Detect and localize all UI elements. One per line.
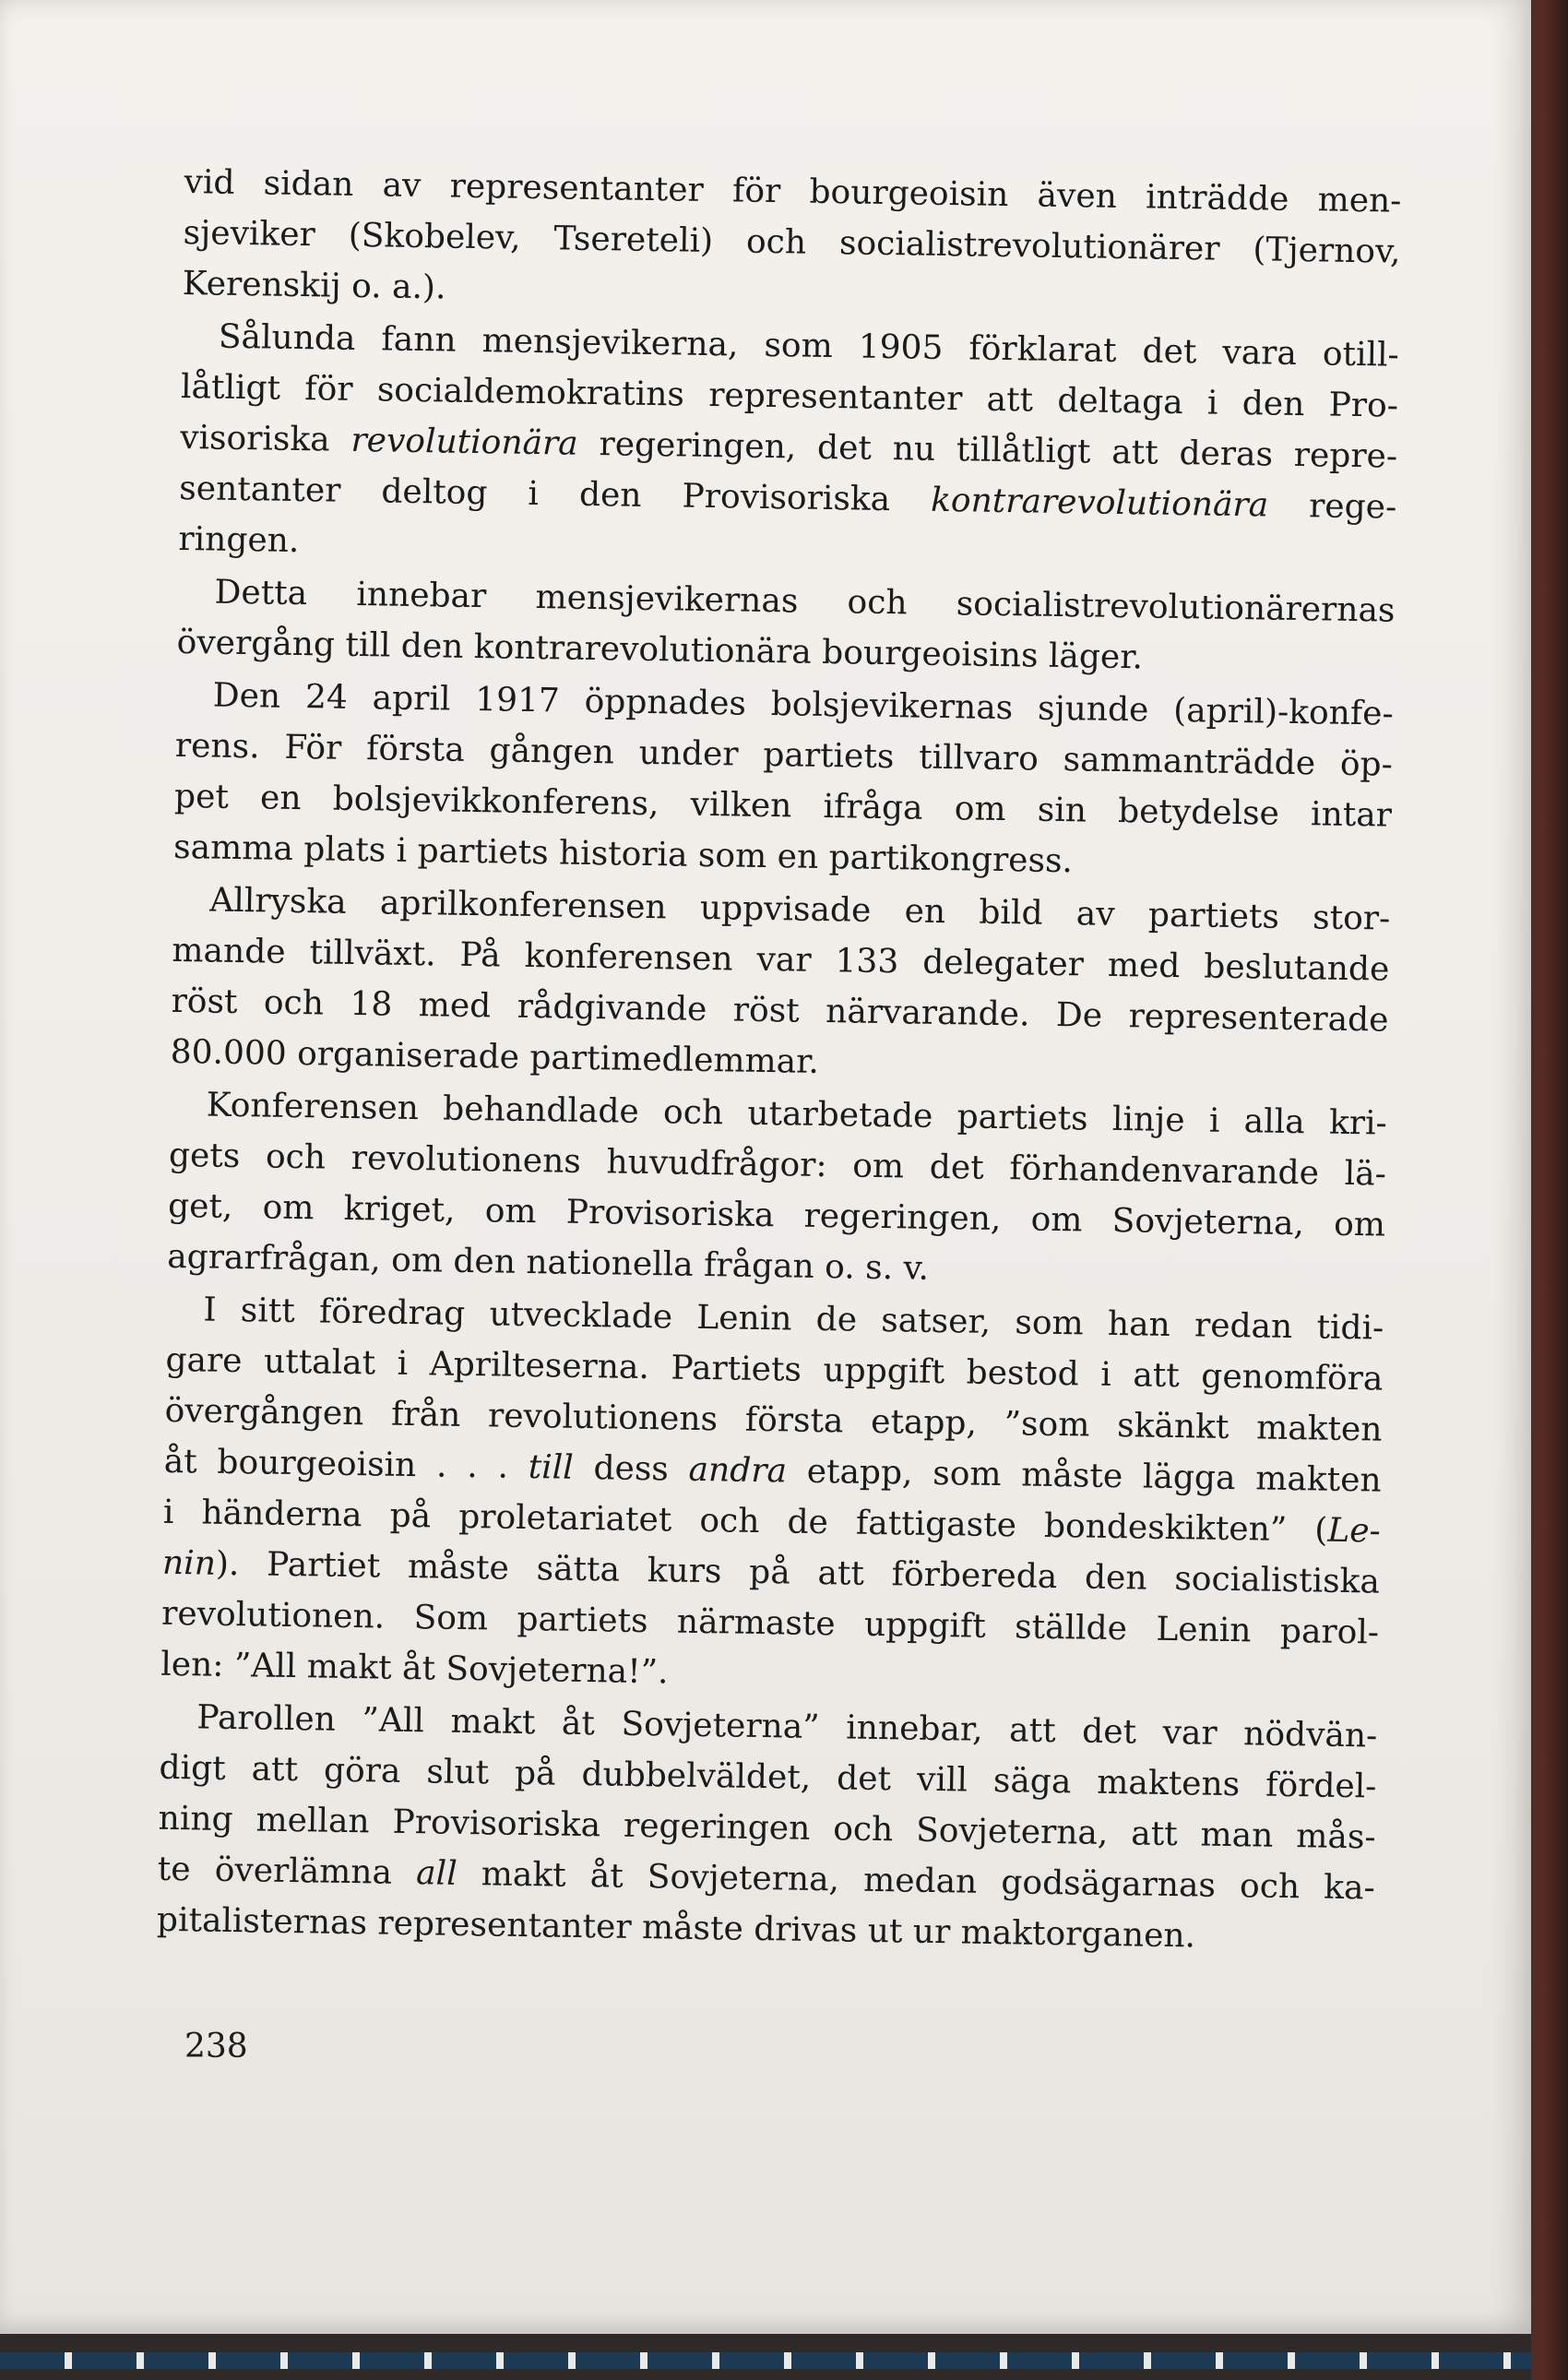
text-line: Kerenskij o. a.). — [182, 264, 446, 307]
text-line: visoriska revolutionära regeringen, det nu tillåtligt att deras repre- — [179, 418, 1398, 476]
paragraph — [167, 1079, 1387, 1302]
body-text — [157, 157, 1402, 1966]
text-line: get, om kriget, om Provisoriska regeringen, om Sovjeterna, om — [167, 1186, 1386, 1244]
text-line: Konferensen behandlade och utarbetade partiets linje i alla kri- — [206, 1086, 1388, 1143]
paragraph — [176, 566, 1396, 687]
text-line: agrarfrågan, om den nationella frågan o. s. v. — [166, 1237, 930, 1288]
paragraph — [182, 157, 1401, 328]
text-line: pet en bolsjevikkonferens, vilken ifråga om sin betydelse intar — [173, 777, 1393, 835]
text-line: len: ”All makt åt Sovjeterna!”. — [160, 1645, 669, 1692]
text-line: digt att göra slut på dubbelväldet, det vill säga maktens fördel- — [159, 1748, 1377, 1806]
text-line: Allryska aprilkonferensen uppvisade en bild av partiets stor- — [209, 881, 1391, 938]
text-line: I sitt föredrag utvecklade Lenin de satser, som han redan tidi- — [203, 1291, 1384, 1348]
paragraph — [173, 670, 1394, 892]
text-line: sentanter deltog i den Provisoriska kontrarevolutionära rege- — [179, 469, 1397, 527]
text-line: övergången från revolutionens första etapp, ”som skänkt makten — [164, 1391, 1383, 1449]
text-line: i händerna på proletariatet och de fattigaste bondeskikten” (Le- — [162, 1493, 1382, 1551]
text-line: åt bourgeoisin . . . till dess andra etapp, som måste lägga makten — [163, 1442, 1382, 1500]
text-line: pitalisternas representanter måste drivas ut ur maktorganen. — [156, 1900, 1196, 1956]
text-line: övergång till den kontrarevolutionära bourgeoisins läger. — [176, 623, 1144, 677]
paragraph — [157, 1692, 1378, 1965]
text-line: ringen. — [178, 519, 300, 561]
text-line: vid sidan av representanter för bourgeoisin även inträdde men- — [184, 162, 1402, 220]
text-line: revolutionen. Som partiets närmaste uppgift ställde Lenin parol- — [160, 1594, 1380, 1652]
text-line: gets och revolutionens huvudfrågor: om det förhandenvarande lä- — [168, 1136, 1387, 1194]
text-line: 80.000 organiserade partimedlemmar. — [170, 1032, 820, 1081]
paragraph — [160, 1284, 1384, 1709]
text-line: samma plats i partiets historia som en partikongress. — [172, 827, 1074, 881]
text-line: Den 24 april 1917 öppnades bolsjevikernas sjunde (april)-konfe- — [212, 676, 1394, 733]
text-line: sjeviker (Skobelev, Tsereteli) och socialistrevolutionärer (Tjernov, — [183, 213, 1401, 271]
text-line: gare uttalat i Aprilteserna. Partiets uppgift bestod i att genomföra — [165, 1340, 1384, 1398]
text-line: nin). Partiet måste sätta kurs på att förbereda den socialistiska — [161, 1543, 1381, 1601]
text-line: Detta innebar mensjevikernas och socialistrevolutionärernas — [214, 573, 1396, 630]
text-line: Parollen ”All makt åt Sovjeterna” innebar, att det var nödvän- — [196, 1698, 1378, 1755]
text-line: te överlämna all makt åt Sovjeterna, medan godsägarnas och ka- — [157, 1850, 1375, 1908]
cover-stripe — [0, 2352, 1531, 2369]
text-line: röst och 18 med rådgivande röst närvarande. De representerade — [171, 982, 1389, 1040]
text-line: låtligt för socialdemokratins representanter att deltaga i den Pro- — [180, 367, 1399, 425]
page-number: 238 — [184, 2028, 248, 2065]
text-line: mande tillväxt. På konferensen var 133 delegater med beslutande — [172, 931, 1390, 989]
text-line: ning mellan Provisoriska regeringen och Sovjeterna, att man mås- — [158, 1799, 1376, 1857]
paragraph — [178, 311, 1399, 584]
paragraph — [170, 875, 1390, 1097]
text-line: rens. För första gången under partiets tillvaro sammanträdde öp- — [174, 726, 1394, 784]
text-line: Sålunda fann mensjevikerna, som 1905 förklarat det vara otill- — [218, 317, 1400, 375]
